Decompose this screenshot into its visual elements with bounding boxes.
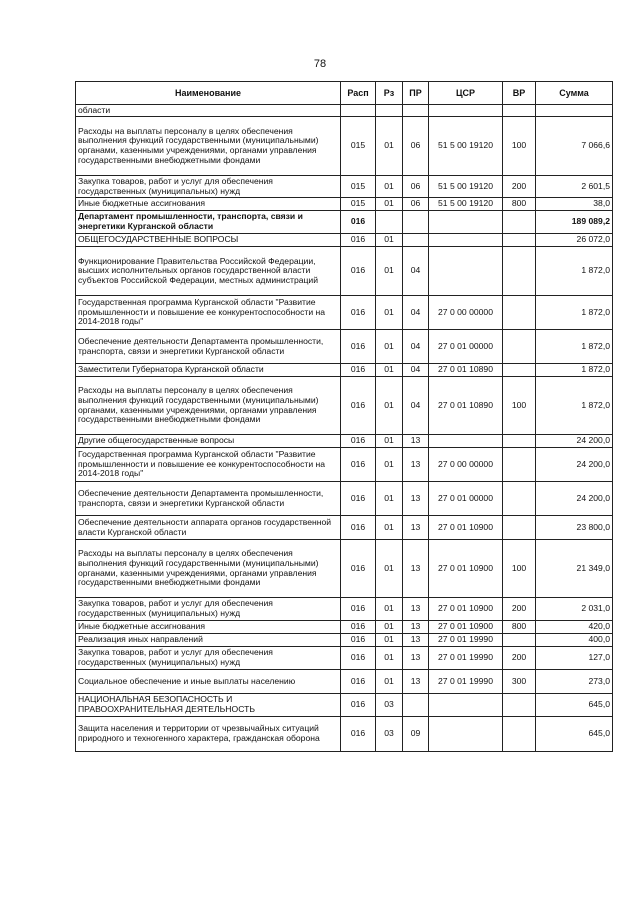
table-row <box>76 448 613 482</box>
cell-rz: 01 <box>376 234 403 247</box>
table-row <box>76 717 613 752</box>
table-row <box>76 647 613 670</box>
cell-sum: 7 066,6 <box>536 117 613 176</box>
cell-rz: 01 <box>376 482 403 516</box>
cell-rasp: 016 <box>341 647 376 670</box>
cell-rasp: 016 <box>341 435 376 448</box>
cell-rz: 01 <box>376 377 403 435</box>
cell-csr: 27 0 01 19990 <box>429 647 503 670</box>
cell-rasp: 016 <box>341 717 376 752</box>
cell-csr: 27 0 01 10900 <box>429 516 503 540</box>
cell-pr: 04 <box>403 377 429 435</box>
cell-vr: 200 <box>503 176 536 198</box>
table-row <box>76 482 613 516</box>
cell-sum: 38,0 <box>536 198 613 211</box>
cell-sum: 1 872,0 <box>536 364 613 377</box>
cell-vr <box>503 482 536 516</box>
cell-vr: 800 <box>503 198 536 211</box>
cell-pr: 13 <box>403 634 429 647</box>
cell-vr <box>503 435 536 448</box>
cell-rasp: 016 <box>341 296 376 330</box>
header-sum: Сумма <box>536 82 613 105</box>
cell-rz: 01 <box>376 634 403 647</box>
cell-vr <box>503 364 536 377</box>
cell-rasp: 016 <box>341 670 376 694</box>
cell-rz: 01 <box>376 647 403 670</box>
table-body <box>76 105 613 752</box>
cell-vr <box>503 330 536 364</box>
cell-rasp: 016 <box>341 211 376 234</box>
cell-name: Иные бюджетные ассигнования <box>76 198 341 211</box>
cell-sum: 24 200,0 <box>536 482 613 516</box>
cell-name: Обеспечение деятельности Департамента промышленности, транспорта, связи и энергетики Курганской области <box>76 330 341 364</box>
cell-sum: 1 872,0 <box>536 377 613 435</box>
cell-rz: 01 <box>376 598 403 621</box>
cell-sum: 1 872,0 <box>536 296 613 330</box>
cell-pr: 06 <box>403 198 429 211</box>
cell-name: Защита населения и территории от чрезвычайных ситуаций природного и техногенного характера, гражданская оборона <box>76 717 341 752</box>
cell-csr: 27 0 01 00000 <box>429 482 503 516</box>
cell-csr: 27 0 01 19990 <box>429 634 503 647</box>
cell-pr: 06 <box>403 176 429 198</box>
cell-rasp: 016 <box>341 448 376 482</box>
cell-rasp: 015 <box>341 198 376 211</box>
cell-vr: 200 <box>503 647 536 670</box>
cell-csr: 27 0 01 10890 <box>429 364 503 377</box>
cell-rz: 01 <box>376 198 403 211</box>
table-row <box>76 540 613 598</box>
cell-pr: 13 <box>403 516 429 540</box>
cell-rasp: 016 <box>341 377 376 435</box>
cell-pr <box>403 694 429 717</box>
cell-pr: 13 <box>403 448 429 482</box>
cell-pr: 13 <box>403 482 429 516</box>
table-row <box>76 621 613 634</box>
cell-name: Департамент промышленности, транспорта, связи и энергетики Курганской области <box>76 211 341 234</box>
cell-vr: 800 <box>503 621 536 634</box>
cell-vr: 100 <box>503 377 536 435</box>
cell-rasp: 015 <box>341 117 376 176</box>
table-row <box>76 117 613 176</box>
cell-csr: 51 5 00 19120 <box>429 117 503 176</box>
cell-csr: 27 0 01 00000 <box>429 330 503 364</box>
cell-rz: 01 <box>376 364 403 377</box>
cell-rasp <box>341 105 376 117</box>
cell-rz: 01 <box>376 117 403 176</box>
cell-vr <box>503 634 536 647</box>
cell-sum: 645,0 <box>536 694 613 717</box>
cell-sum: 127,0 <box>536 647 613 670</box>
cell-name: Расходы на выплаты персоналу в целях обеспечения выполнения функций государственными (муниципальными) органами, казенными учреждениями, органами управления государственными внебюджетными фондами <box>76 540 341 598</box>
cell-vr: 100 <box>503 540 536 598</box>
cell-rz: 01 <box>376 296 403 330</box>
cell-name: Обеспечение деятельности Департамента промышленности, транспорта, связи и энергетики Курганской области <box>76 482 341 516</box>
page-number: 78 <box>313 58 327 70</box>
cell-pr: 04 <box>403 247 429 296</box>
table-row <box>76 670 613 694</box>
cell-name: Обеспечение деятельности аппарата органов государственной власти Курганской области <box>76 516 341 540</box>
cell-name: Закупка товаров, работ и услуг для обеспечения государственных (муниципальных) нужд <box>76 176 341 198</box>
header-vr: ВР <box>503 82 536 105</box>
cell-sum: 420,0 <box>536 621 613 634</box>
table-row <box>76 211 613 234</box>
cell-name: Расходы на выплаты персоналу в целях обеспечения выполнения функций государственными (муниципальными) органами, казенными учреждениями, органами управления государственными внебюджетными фондами <box>76 117 341 176</box>
table-header-row <box>76 82 613 105</box>
table-row <box>76 364 613 377</box>
cell-vr <box>503 694 536 717</box>
cell-sum: 1 872,0 <box>536 247 613 296</box>
cell-csr <box>429 247 503 296</box>
cell-pr: 09 <box>403 717 429 752</box>
cell-name: Государственная программа Курганской области "Развитие промышленности и повышение ее конкурентоспособности на 2014-2018 годы" <box>76 296 341 330</box>
cell-csr: 27 0 01 10900 <box>429 540 503 598</box>
header-rz: Рз <box>376 82 403 105</box>
cell-name: Заместители Губернатора Курганской области <box>76 364 341 377</box>
cell-csr: 27 0 01 19990 <box>429 670 503 694</box>
table-row <box>76 105 613 117</box>
table-row <box>76 634 613 647</box>
cell-name: Расходы на выплаты персоналу в целях обеспечения выполнения функций государственными (муниципальными) органами, казенными учреждениями, органами управления государственными внебюджетными фондами <box>76 377 341 435</box>
cell-sum: 400,0 <box>536 634 613 647</box>
cell-name: Реализация иных направлений <box>76 634 341 647</box>
budget-table <box>75 81 613 752</box>
cell-vr <box>503 247 536 296</box>
cell-rz: 03 <box>376 694 403 717</box>
cell-rasp: 016 <box>341 634 376 647</box>
cell-sum: 1 872,0 <box>536 330 613 364</box>
cell-rasp: 016 <box>341 364 376 377</box>
cell-rasp: 016 <box>341 247 376 296</box>
cell-rz: 01 <box>376 448 403 482</box>
cell-vr: 200 <box>503 598 536 621</box>
cell-vr: 300 <box>503 670 536 694</box>
table-row <box>76 247 613 296</box>
cell-rasp: 016 <box>341 330 376 364</box>
cell-rasp: 016 <box>341 482 376 516</box>
cell-pr: 13 <box>403 540 429 598</box>
cell-pr: 13 <box>403 598 429 621</box>
cell-csr <box>429 211 503 234</box>
cell-vr <box>503 211 536 234</box>
cell-rz: 01 <box>376 176 403 198</box>
cell-csr: 51 5 00 19120 <box>429 198 503 211</box>
cell-csr: 51 5 00 19120 <box>429 176 503 198</box>
cell-vr <box>503 516 536 540</box>
cell-sum: 2 031,0 <box>536 598 613 621</box>
cell-csr <box>429 694 503 717</box>
cell-name: Иные бюджетные ассигнования <box>76 621 341 634</box>
cell-pr: 04 <box>403 296 429 330</box>
header-csr: ЦСР <box>429 82 503 105</box>
cell-rz <box>376 211 403 234</box>
cell-sum: 2 601,5 <box>536 176 613 198</box>
table-row <box>76 598 613 621</box>
cell-rz: 01 <box>376 330 403 364</box>
cell-csr <box>429 717 503 752</box>
header-rasp: Расп <box>341 82 376 105</box>
cell-name: Закупка товаров, работ и услуг для обеспечения государственных (муниципальных) нужд <box>76 647 341 670</box>
table-row <box>76 296 613 330</box>
cell-csr <box>429 105 503 117</box>
cell-rasp: 015 <box>341 176 376 198</box>
cell-csr <box>429 435 503 448</box>
cell-vr <box>503 296 536 330</box>
cell-sum <box>536 105 613 117</box>
table-row <box>76 435 613 448</box>
cell-pr <box>403 105 429 117</box>
cell-name: ОБЩЕГОСУДАРСТВЕННЫЕ ВОПРОСЫ <box>76 234 341 247</box>
table-row <box>76 516 613 540</box>
cell-name: Функционирование Правительства Российской Федерации, высших исполнительных органов государственной власти субъектов Российской Федерации, местных администраций <box>76 247 341 296</box>
cell-pr: 13 <box>403 647 429 670</box>
cell-name: Государственная программа Курганской области "Развитие промышленности и повышение ее конкурентоспособности на 2014-2018 годы" <box>76 448 341 482</box>
cell-sum: 645,0 <box>536 717 613 752</box>
table-row <box>76 198 613 211</box>
cell-csr: 27 0 00 00000 <box>429 296 503 330</box>
header-pr: ПР <box>403 82 429 105</box>
cell-vr <box>503 717 536 752</box>
cell-rasp: 016 <box>341 621 376 634</box>
table-row <box>76 377 613 435</box>
cell-vr <box>503 105 536 117</box>
cell-rasp: 016 <box>341 598 376 621</box>
header-name: Наименование <box>76 82 341 105</box>
cell-csr: 27 0 00 00000 <box>429 448 503 482</box>
cell-sum: 26 072,0 <box>536 234 613 247</box>
cell-pr <box>403 234 429 247</box>
cell-vr <box>503 234 536 247</box>
table-row <box>76 176 613 198</box>
cell-pr: 06 <box>403 117 429 176</box>
cell-rz: 01 <box>376 621 403 634</box>
cell-sum: 24 200,0 <box>536 448 613 482</box>
cell-rasp: 016 <box>341 694 376 717</box>
cell-sum: 23 800,0 <box>536 516 613 540</box>
cell-csr: 27 0 01 10890 <box>429 377 503 435</box>
cell-rasp: 016 <box>341 540 376 598</box>
cell-rz: 01 <box>376 435 403 448</box>
cell-rz: 01 <box>376 540 403 598</box>
cell-csr <box>429 234 503 247</box>
cell-name: Другие общегосударственные вопросы <box>76 435 341 448</box>
cell-rz: 03 <box>376 717 403 752</box>
cell-rz: 01 <box>376 670 403 694</box>
cell-pr: 13 <box>403 621 429 634</box>
cell-rz: 01 <box>376 516 403 540</box>
cell-csr: 27 0 01 10900 <box>429 598 503 621</box>
cell-pr: 04 <box>403 330 429 364</box>
cell-rz <box>376 105 403 117</box>
cell-pr <box>403 211 429 234</box>
cell-rz: 01 <box>376 247 403 296</box>
table-row <box>76 234 613 247</box>
cell-rasp: 016 <box>341 516 376 540</box>
cell-name: Социальное обеспечение и иные выплаты населению <box>76 670 341 694</box>
cell-rasp: 016 <box>341 234 376 247</box>
cell-vr: 100 <box>503 117 536 176</box>
cell-pr: 13 <box>403 435 429 448</box>
cell-pr: 13 <box>403 670 429 694</box>
cell-sum: 189 089,2 <box>536 211 613 234</box>
cell-sum: 21 349,0 <box>536 540 613 598</box>
table-row <box>76 694 613 717</box>
cell-vr <box>503 448 536 482</box>
cell-name: области <box>76 105 341 117</box>
cell-name: Закупка товаров, работ и услуг для обеспечения государственных (муниципальных) нужд <box>76 598 341 621</box>
cell-csr: 27 0 01 10900 <box>429 621 503 634</box>
cell-name: НАЦИОНАЛЬНАЯ БЕЗОПАСНОСТЬ И ПРАВООХРАНИТЕЛЬНАЯ ДЕЯТЕЛЬНОСТЬ <box>76 694 341 717</box>
cell-sum: 273,0 <box>536 670 613 694</box>
cell-sum: 24 200,0 <box>536 435 613 448</box>
cell-pr: 04 <box>403 364 429 377</box>
table-row <box>76 330 613 364</box>
